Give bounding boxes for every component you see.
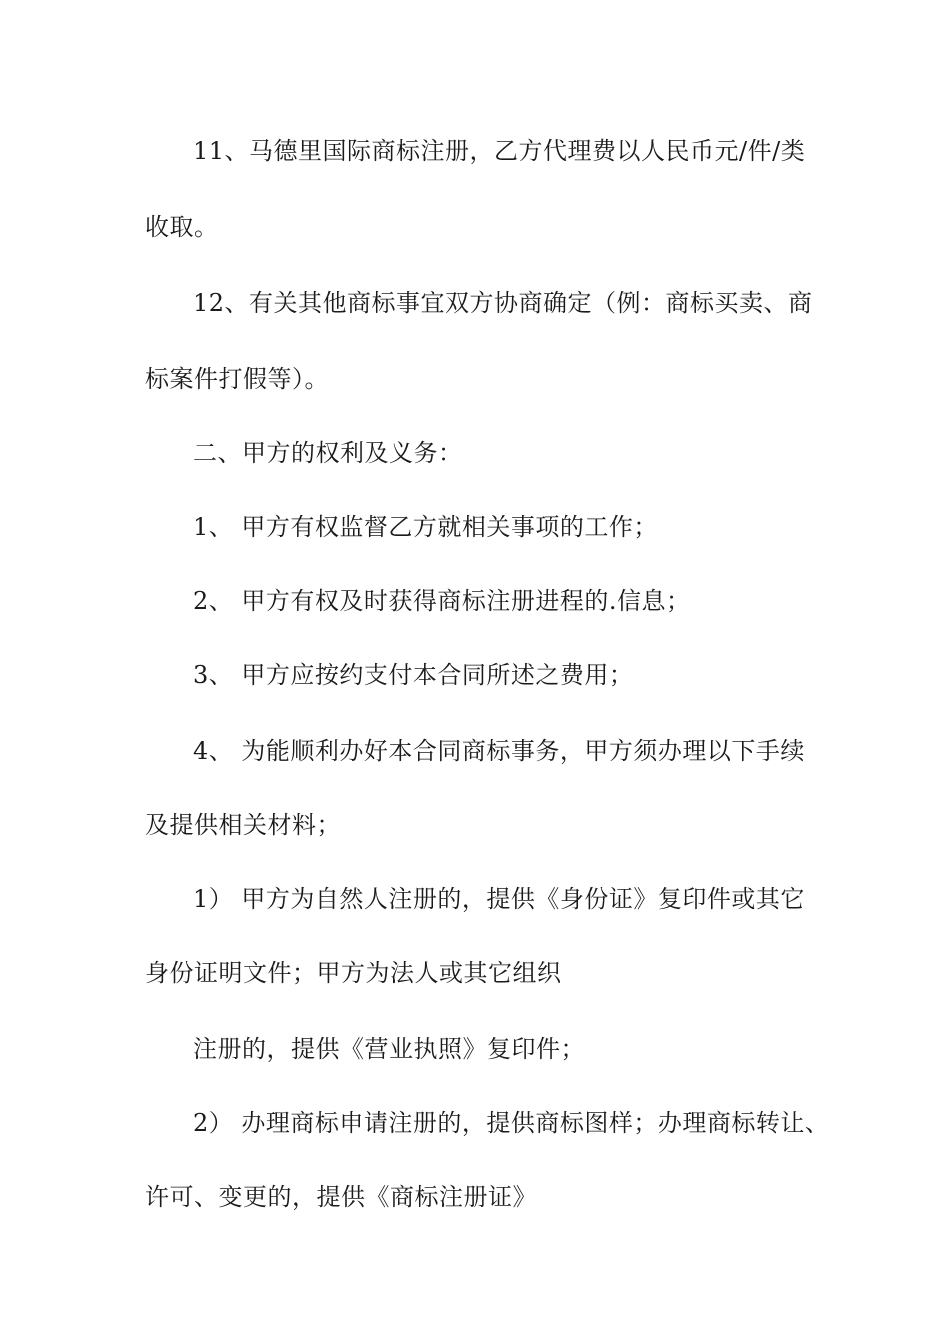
list-item-4-continued: 及提供相关材料； — [145, 811, 341, 839]
sub-item-1-continued: 身份证明文件；甲方为法人或其它组织 — [145, 959, 562, 987]
sub-item-1-identity: 1） 甲方为自然人注册的，提供《身份证》复印件或其它 — [193, 885, 805, 913]
sub-item-2-continued: 许可、变更的，提供《商标注册证》 — [145, 1183, 537, 1211]
list-item-2-progress-info: 2、 甲方有权及时获得商标注册进程的.信息； — [193, 587, 691, 615]
list-item-1-supervise: 1、 甲方有权监督乙方就相关事项的工作； — [193, 513, 658, 541]
list-item-3-payment: 3、 甲方应按约支付本合同所述之费用； — [193, 661, 634, 689]
paragraph-line-12-continued: 标案件打假等）。 — [145, 365, 329, 393]
section-heading-party-a-rights: 二、甲方的权利及义务： — [193, 439, 463, 467]
sub-item-2-trademark-sample: 2） 办理商标申请注册的，提供商标图样；办理商标转让、 — [193, 1109, 830, 1137]
paragraph-line-11-madrid-fee: 11、马德里国际商标注册，乙方代理费以人民币元/件/类 — [193, 137, 806, 165]
paragraph-line-12-other-matters: 12、有关其他商标事宜双方协商确定（例：商标买卖、商 — [193, 289, 813, 317]
list-item-4-materials: 4、 为能顺利办好本合同商标事务，甲方须办理以下手续 — [193, 737, 805, 765]
sub-item-1-business-license: 注册的，提供《营业执照》复印件； — [193, 1035, 585, 1063]
paragraph-line-11-continued: 收取。 — [145, 213, 219, 241]
